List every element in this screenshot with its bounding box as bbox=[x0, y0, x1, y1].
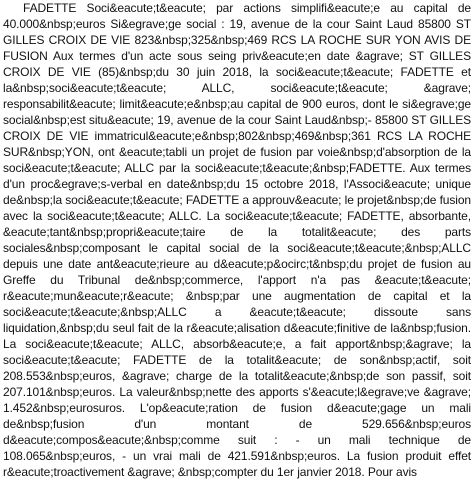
legal-notice-text: FADETTE Soci&eacute;t&eacute; par actions simplifi&eacute;e au capital de 40.000&nbsp;euros Si&egrave;ge social : 19, avenue de la cour Saint Laud 85800 ST GILLES CROIX DE VIE 823&nbsp;325&nbsp;469 RCS LA ROCHE SUR YON AVIS DE FUSION Aux termes d'un acte sous seing priv&eacute;en date &agrave; ST GILLES CROIX DE VIE (85)&nbsp;du 30 juin 2018, la soci&eacute;t&eacute; FADETTE et la&nbsp;soci&eacute;t&eacute; ALLC, soci&eacute;t&eacute; &agrave; responsabilit&eacute; limit&eacute;e&nbsp;au capital de 900 euros, dont le si&egrave;ge social&nbsp;est situ&eacute; 19, avenue de la cour Saint Laud&nbsp;- 85800 ST GILLES CROIX DE VIE immatricul&eacute;e&nbsp;802&nbsp;469&nbsp;361 RCS LA ROCHE SUR&nbsp;YON, ont &eacute;tabli un projet de fusion par voie&nbsp;d'absorption de la soci&eacute;t&eacute; ALLC par la soci&eacute;t&eacute;&nbsp;FADETTE. Aux termes d'un proc&egrave;s-verbal en date&nbsp;du 15 octobre 2018, l'Associ&eacute; unique de&nbsp;la soci&eacute;t&eacute; FADETTE a approuv&eacute; le projet&nbsp;de fusion avec la soci&eacute;t&eacute; ALLC. La soci&eacute;t&eacute; FADETTE, absorbante, &eacute;tant&nbsp;propri&eacute;taire de la totalit&eacute; des parts sociales&nbsp;composant le capital social de la soci&eacute;t&eacute;&nbsp;ALLC depuis une date ant&eacute;rieure au d&eacute;p&ocirc;t&nbsp;du projet de fusion au Greffe du Tribunal de&nbsp;commerce, l'apport n'a pas &eacute;t&eacute; r&eacute;mun&eacute;r&eacute; &nbsp;par une augmentation de capital et la soci&eacute;t&eacute;&nbsp;ALLC a &eacute;t&eacute; dissoute sans liquidation,&nbsp;du seul fait de la r&eacute;alisation d&eacute;finitive de la&nbsp;fusion. La soci&eacute;t&eacute; ALLC, absorb&eacute;e, a fait apport&nbsp;&agrave; la soci&eacute;t&eacute; FADETTE de la totalit&eacute; de son&nbsp;actif, soit 208.553&nbsp;euros, &agrave; charge de la totalit&eacute;&nbsp;de son passif, soit 207.101&nbsp;euros. La valeur&nbsp;nette des apports s'&eacute;l&egrave;ve &agrave; 1.452&nbsp;eurosuros. L'op&eacute;ration de fusion d&eacute;gage un mali de&nbsp;fusion d'un montant de 529.656&nbsp;euros d&eacute;compos&eacute;&nbsp;comme suit : - un mali technique de 108.065&nbsp;euros, - un vrai mali de 421.591&nbsp;euros. La fusion produit effet r&eacute;troactivement &agrave; &nbsp;compter du 1er janvier 2018. Pour avis bbox=[3, 1, 471, 479]
